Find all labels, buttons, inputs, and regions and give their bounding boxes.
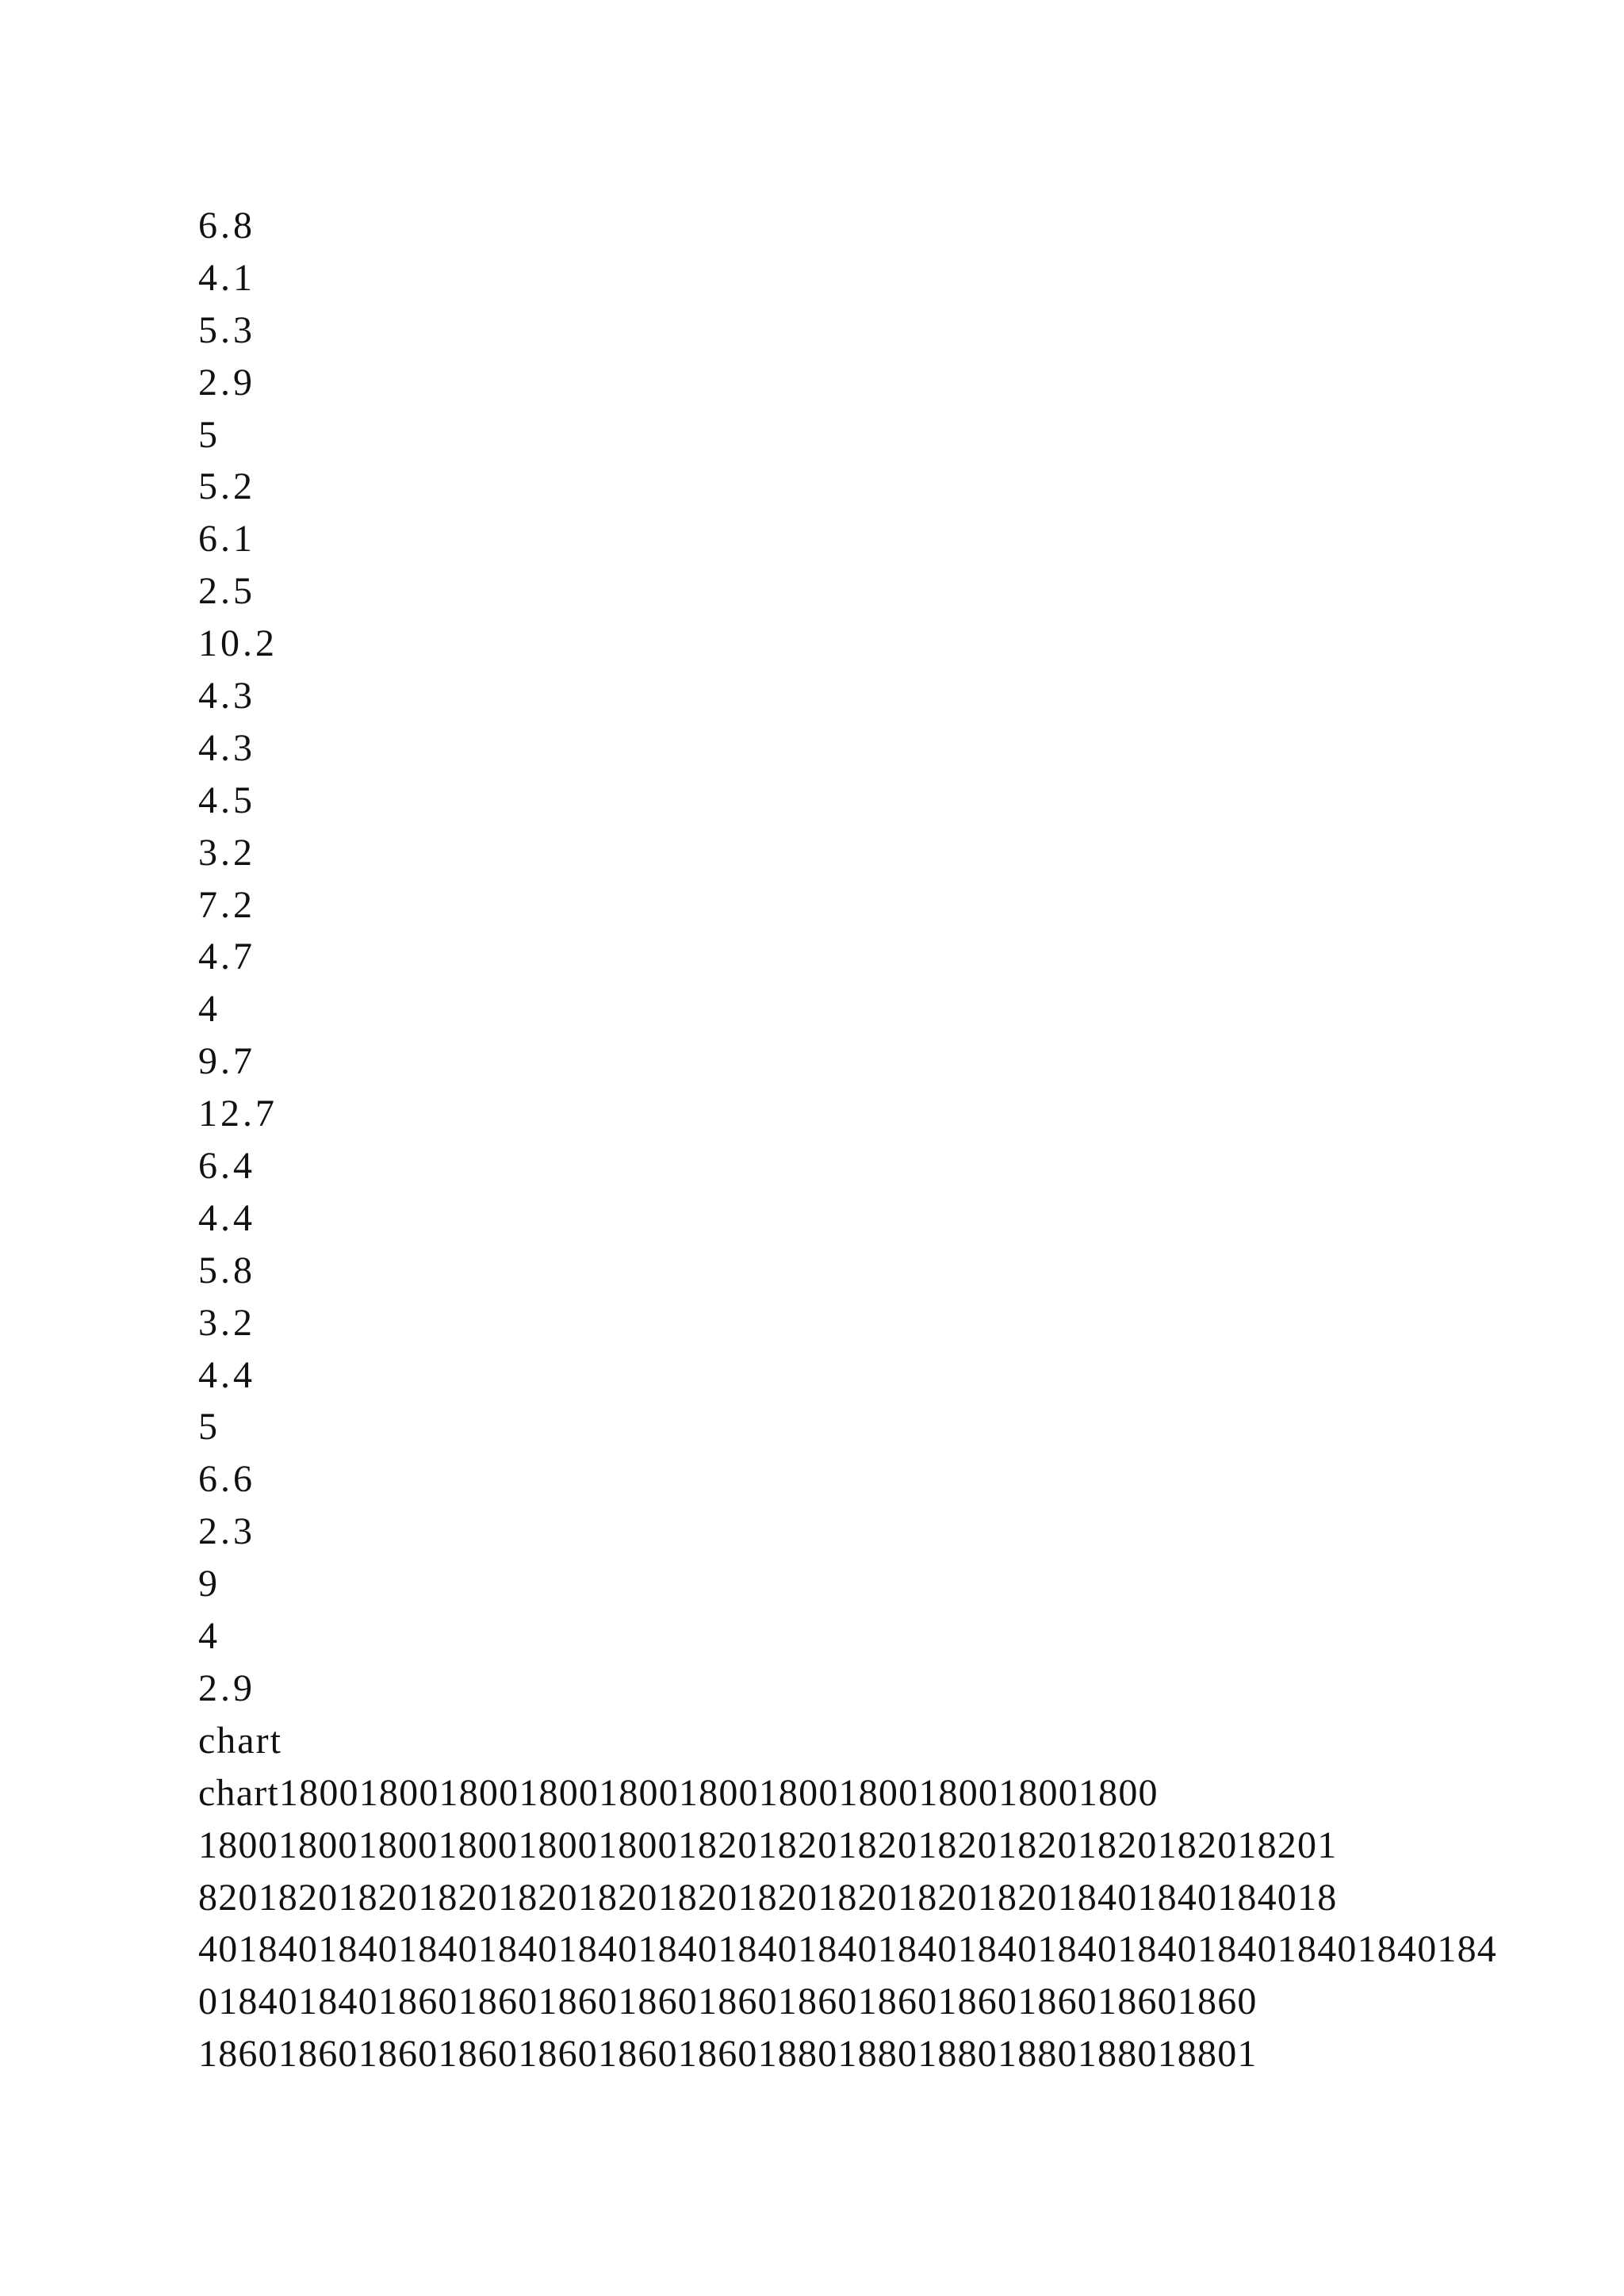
value-line: 2.5 — [198, 570, 255, 613]
chart-text-line: 01840184018601860186018601860186018601860186018601860 — [198, 1980, 1258, 2023]
value-line: 4.4 — [198, 1196, 255, 1239]
chart-label: chart — [198, 1719, 282, 1762]
value-line: 6.8 — [198, 205, 255, 247]
value-line: 5.3 — [198, 308, 255, 351]
value-line: 4 — [198, 988, 220, 1031]
chart-text-line: 820182018201820182018201820182018201820182018401840184018 — [198, 1876, 1338, 1919]
value-line: 4.3 — [198, 726, 255, 769]
value-line: 6.6 — [198, 1458, 255, 1501]
value-line: 4.5 — [198, 779, 255, 821]
chart-text-line: chart18001800180018001800180018001800180018001800 — [198, 1771, 1159, 1814]
value-line: 5.8 — [198, 1249, 255, 1292]
value-list — [198, 200, 1435, 1715]
value-line: 3.2 — [198, 831, 255, 874]
value-line: 2.9 — [198, 361, 255, 404]
value-line: 4.4 — [198, 1353, 255, 1396]
value-line: 5 — [198, 1406, 220, 1448]
chart-text-line: 40184018401840184018401840184018401840184018401840184018401840184 — [198, 1928, 1497, 1971]
value-line: 5.2 — [198, 465, 255, 508]
value-line: 7.2 — [198, 883, 255, 926]
chart-text-line: 18601860186018601860186018601880188018801880188018801 — [198, 2033, 1258, 2076]
value-line: 10.2 — [198, 622, 278, 665]
value-line: 12.7 — [198, 1093, 278, 1135]
document-content — [198, 200, 1497, 2080]
value-line: 6.1 — [198, 518, 255, 561]
value-line: 4.7 — [198, 936, 255, 978]
chart-text-line: 180018001800180018001800182018201820182018201820182018201 — [198, 1823, 1338, 1866]
value-line: 3.2 — [198, 1301, 255, 1344]
value-line: 4 — [198, 1615, 220, 1658]
value-line: 2.3 — [198, 1510, 255, 1553]
value-line: 5 — [198, 413, 220, 456]
value-line: 6.4 — [198, 1145, 255, 1188]
value-line: 9 — [198, 1563, 220, 1605]
value-line: 4.1 — [198, 256, 255, 299]
value-line: 9.7 — [198, 1040, 255, 1083]
value-line: 2.9 — [198, 1667, 255, 1709]
value-line: 4.3 — [198, 675, 255, 718]
